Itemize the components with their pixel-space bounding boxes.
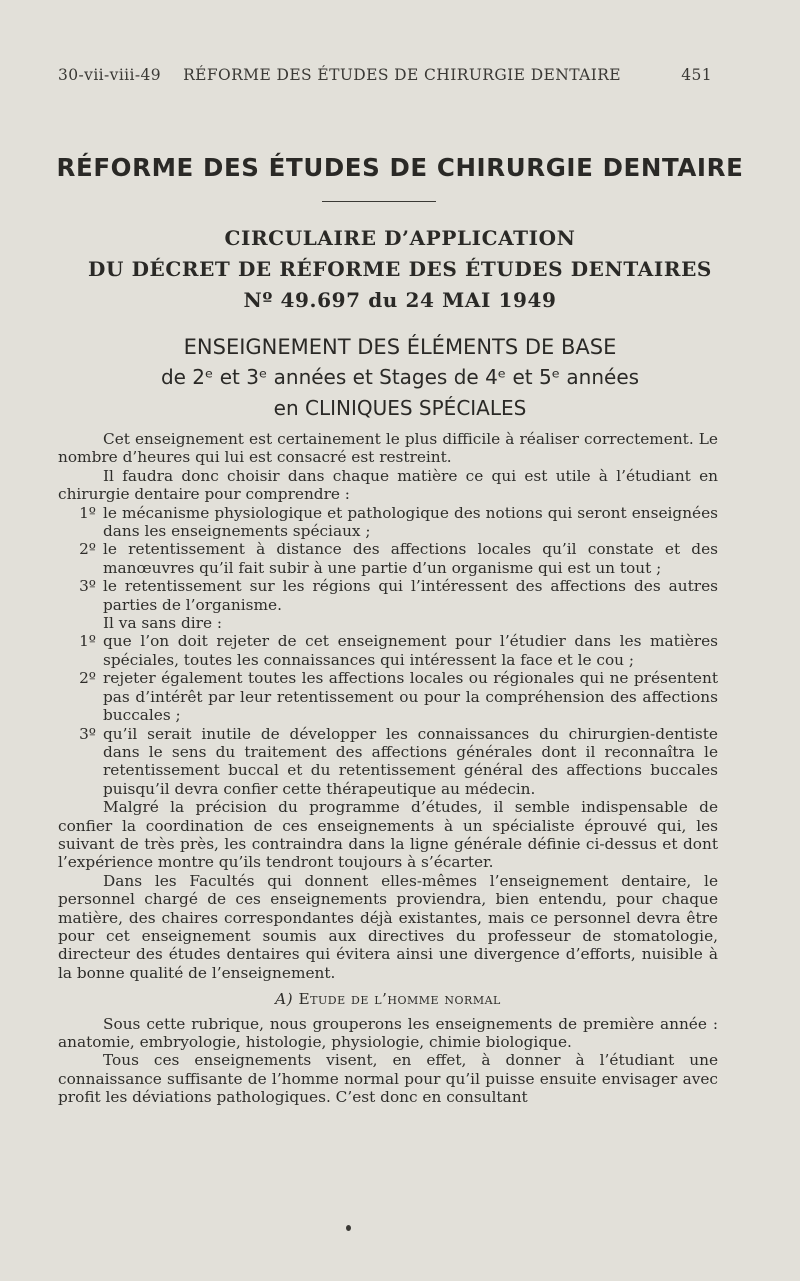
- running-head-date: 30-vii-viii-49: [58, 66, 162, 84]
- section-label: A): [275, 990, 294, 1009]
- circular-line-2: DU DÉCRET DE RÉFORME DES ÉTUDES DENTAIRES: [88, 257, 712, 281]
- list-item: [58, 577, 718, 614]
- list-item: [58, 725, 718, 799]
- list-number: 2º: [79, 669, 96, 688]
- list-number: 3º: [79, 577, 96, 596]
- paragraph: Sous cette rubrique, nous grouperons les enseignements de première année : anatomie, embryologie, histologie, physiologie, chimie biologique.: [58, 1014, 718, 1051]
- list-item: [58, 632, 718, 669]
- list-text: le mécanisme physiologique et pathologique des notions qui seront enseignées dans les enseignements spéciaux ;: [103, 503, 718, 541]
- list-number: 1º: [79, 503, 96, 522]
- teaching-heading-1: ENSEIGNEMENT DES ÉLÉMENTS DE BASE: [183, 335, 617, 359]
- list-text: qu’il serait inutile de développer les connaissances du chirurgien-dentiste dans le sens du traitement des affections générales dont il reconnaîtra le retentissement buccal et du retentissement général des affections buccales puisqu’il devra confier cette thérapeutique au médecin.: [103, 724, 718, 798]
- paragraph: Il faudra donc choisir dans chaque matière ce qui est utile à l’étudiant en chirurgie dentaire pour comprendre :: [58, 466, 718, 504]
- section-title: Etude de l’homme normal: [298, 990, 501, 1009]
- title-divider: [322, 201, 436, 202]
- list-text: le retentissement sur les régions qui l’intéressent des affections des autres parties de l’organisme.: [103, 577, 718, 614]
- circular-line-1: CIRCULAIRE D’APPLICATION: [224, 226, 576, 250]
- ink-dot: [346, 1225, 351, 1231]
- list-item: [58, 669, 718, 724]
- list-number: 3º: [79, 724, 96, 743]
- running-head-title: RÉFORME DES ÉTUDES DE CHIRURGIE DENTAIRE: [183, 66, 621, 84]
- list-item: [58, 540, 718, 577]
- paragraph: Malgré la précision du programme d’études, il semble indispensable de confier la coordination de ces enseignements à un spécialiste éprouvé qui, les suivant de très près, les contraindra dans la ligne générale définie ci-dessus et dont l’expérience montre qu’ils tendront toujours à s’écarter.: [58, 798, 718, 872]
- teaching-heading-2: de 2ᵉ et 3ᵉ années et Stages de 4ᵉ et 5ᵉ années: [160, 365, 640, 389]
- running-head: [58, 66, 712, 84]
- list-number: 1º: [79, 632, 96, 651]
- running-head-left: [58, 66, 621, 84]
- article-body: [58, 430, 718, 1107]
- teaching-heading-3: en CLINIQUES SPÉCIALES: [273, 396, 527, 420]
- section-heading-a: [58, 990, 718, 1008]
- list-text: rejeter également toutes les affections locales ou régionales qui ne présentent pas d’intérêt par leur retentissement ou pour la compréhension des affections buccales ;: [103, 669, 718, 725]
- paragraph: Tous ces enseignements visent, en effet, à donner à l’étudiant une connaissance suffisante de l’homme normal pour qu’il puisse ensuite envisager avec profit les déviations pathologiques. C’est donc en consultant: [58, 1051, 718, 1107]
- article-title: RÉFORME DES ÉTUDES DE CHIRURGIE DENTAIRE: [56, 153, 744, 182]
- paragraph: Il va sans dire :: [103, 614, 223, 633]
- paragraph: Cet enseignement est certainement le plus difficile à réaliser correctement. Le nombre d’heures qui lui est consacré est restreint.: [58, 430, 718, 467]
- list-text: le retentissement à distance des affections locales qu’il constate et des manœuvres qu’il fait subir à une partie d’un organisme qui est un tout ;: [103, 540, 718, 577]
- list-text: que l’on doit rejeter de cet enseignement pour l’étudier dans les matières spéciales, toutes les connaissances qui intéressent la face et le cou ;: [103, 632, 718, 669]
- circular-line-3: Nº 49.697 du 24 MAI 1949: [243, 288, 557, 312]
- paragraph: Dans les Facultés qui donnent elles-mêmes l’enseignement dentaire, le personnel chargé de ces enseignements proviendra, bien entendu, pour chaque matière, des chaires correspondantes déjà existantes, mais ce personnel devra être pour cet enseignement soumis aux directives du professeur de stomatologie, directeur des études dentaires qui évitera ainsi une divergence d’efforts, nuisible à la bonne qualité de l’enseignement.: [58, 871, 718, 982]
- list-item: [58, 504, 718, 541]
- list-number: 2º: [79, 540, 96, 559]
- page-number: 451: [681, 66, 712, 84]
